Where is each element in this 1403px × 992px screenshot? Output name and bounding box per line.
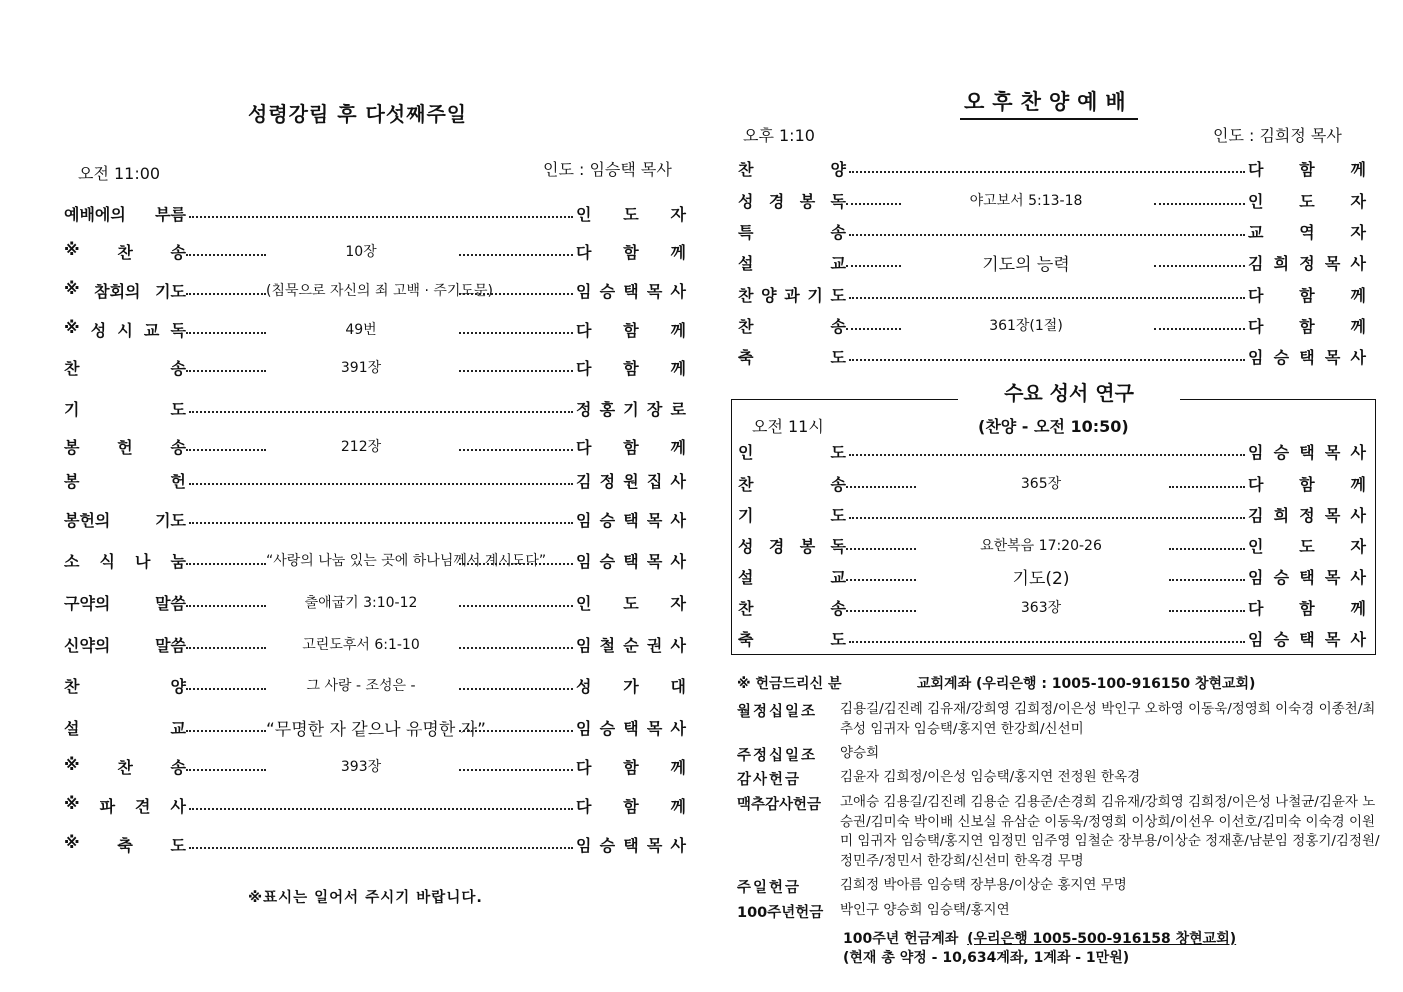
morning-item-label: 봉 헌 송 [64, 437, 186, 457]
afternoon-item-label: 축 도 [738, 347, 846, 367]
afternoon-item-detail: 기도의 능력 [982, 254, 1070, 275]
morning-item-person: 인 도 자 [576, 204, 686, 224]
morning-item [64, 318, 686, 340]
morning-item [64, 674, 686, 696]
morning-item-person: 다 함 께 [576, 358, 686, 378]
afternoon-item-label: 설 교 [738, 253, 846, 273]
morning-item-person: 다 함 께 [576, 757, 686, 777]
morning-item-detail: 고린도후서 6:1-10 [302, 637, 420, 653]
morning-item-detail: “사랑의 나눔 있는 곳에 하나님께서 계시도다” [266, 553, 547, 569]
morning-item-detail: 393장 [340, 759, 382, 775]
afternoon-leader: 인도 : 김희정 목사 [1213, 126, 1342, 145]
afternoon-item-label: 성 경 봉 독 [738, 191, 846, 211]
morning-item-person: 임 승 택 목 사 [576, 835, 686, 855]
morning-item-detail: (침묵으로 자신의 죄 고백 · 주기도문) [266, 283, 493, 299]
wednesday-item [738, 472, 1366, 494]
afternoon-item-person: 다 함 께 [1248, 316, 1366, 336]
afternoon-item-label: 특 송 [738, 222, 846, 242]
wednesday-item-label: 찬 송 [738, 474, 846, 494]
wednesday-subtitle: (찬양 - 오전 10:50) [978, 417, 1129, 436]
afternoon-item [738, 283, 1366, 305]
afternoon-item-person: 교 역 자 [1248, 222, 1366, 242]
offering-category: 100주년헌금 [737, 905, 824, 921]
offering-names: 김윤자 김희정/이은성 임승택/홍지연 전정원 한옥경 [840, 769, 1141, 785]
wednesday-item [738, 565, 1366, 587]
morning-item [64, 716, 686, 738]
morning-item-label: ※ 찬 송 [64, 754, 186, 777]
morning-item-label: 찬 송 [64, 358, 186, 378]
morning-item-detail: 49번 [345, 322, 377, 338]
pledge-info: (현재 총 약정 - 10,634계좌, 1계좌 - 1만원) [843, 950, 1130, 966]
morning-item [64, 633, 686, 655]
morning-item [64, 202, 686, 224]
wednesday-item-detail: 요한복음 17:20-26 [980, 538, 1102, 554]
church-account: 교회계좌 (우리은행 : 1005-100-916150 창현교회) [917, 676, 1256, 692]
morning-item-label: 구약의 말씀 [64, 593, 186, 613]
morning-item-person: 다 함 께 [576, 242, 686, 262]
afternoon-item [738, 157, 1366, 179]
afternoon-item-label: 찬 양 과 기 도 [738, 285, 846, 305]
morning-time: 오전 11:00 [78, 164, 161, 183]
afternoon-item [738, 251, 1366, 273]
wednesday-item-person: 임 승 택 목 사 [1248, 442, 1366, 462]
morning-item-label: 봉 헌 [64, 471, 186, 491]
morning-item-person: 임 승 택 목 사 [576, 718, 686, 738]
morning-item [64, 755, 686, 777]
afternoon-item-detail: 야고보서 5:13-18 [969, 193, 1083, 209]
morning-item-detail: 그 사랑 - 조성은 - [306, 678, 416, 694]
standing-note: ※표시는 일어서 주시기 바랍니다. [248, 890, 483, 906]
wednesday-item [738, 503, 1366, 525]
wednesday-item-label: 인 도 [738, 442, 846, 462]
afternoon-time: 오후 1:10 [743, 126, 815, 145]
morning-item-person: 임 승 택 목 사 [576, 281, 686, 301]
morning-item [64, 240, 686, 262]
morning-item-person: 인 도 자 [576, 593, 686, 613]
afternoon-item [738, 345, 1366, 367]
offering-header: ※ 헌금드리신 분 [737, 676, 842, 692]
morning-item-person: 다 함 께 [576, 320, 686, 340]
wednesday-time: 오전 11시 [752, 417, 824, 436]
afternoon-item [738, 220, 1366, 242]
offering-names: 박인구 양승희 임승택/홍지연 [840, 902, 1010, 918]
wednesday-item-person: 인 도 자 [1248, 536, 1366, 556]
afternoon-item [738, 189, 1366, 211]
offering-names: 양승희 [840, 745, 880, 761]
morning-item-label: ※ 성 시 교 독 [64, 317, 186, 340]
morning-item-label: 설 교 [64, 718, 186, 738]
centennial-account: (우리은행 1005-500-916158 창현교회) [967, 931, 1237, 947]
morning-item-detail: “무명한 자 같으나 유명한 자” [266, 719, 486, 740]
morning-item-person: 다 함 께 [576, 796, 686, 816]
afternoon-item-person: 다 함 께 [1248, 285, 1366, 305]
morning-item [64, 794, 686, 816]
morning-item [64, 356, 686, 378]
wednesday-item [738, 440, 1366, 462]
morning-item-person: 다 함 께 [576, 437, 686, 457]
wednesday-item-person: 다 함 께 [1248, 474, 1366, 494]
afternoon-item-label: 찬 양 [738, 159, 846, 179]
morning-item-label: ※ 참회의 기도 [64, 278, 186, 301]
wednesday-item-label: 기 도 [738, 505, 846, 525]
offering-category: 주일헌금 [737, 880, 802, 896]
morning-item-person: 임 승 택 목 사 [576, 551, 686, 571]
offering-names: 김용길/김진례 김유재/강희영 김희정/이은성 박인구 오하영 이동욱/정영희 이숙경 이종천/최추성 임귀자 임승택/홍지연 한강희/신선미 [840, 701, 1376, 737]
morning-item-label: 기 도 [64, 399, 186, 419]
morning-item [64, 397, 686, 419]
offering-category: 맥추감사헌금 [737, 797, 822, 813]
wednesday-item-label: 축 도 [738, 629, 846, 649]
centennial-account-label: 100주년 헌금계좌 [843, 931, 959, 947]
wednesday-item-label: 성 경 봉 독 [738, 536, 846, 556]
offering-category: 주정십일조 [737, 748, 818, 764]
centennial-account-line [843, 928, 1236, 948]
afternoon-item-person: 김 희 정 목 사 [1248, 253, 1366, 273]
morning-item-label: 신약의 말씀 [64, 635, 186, 655]
morning-item-detail: 391장 [340, 360, 382, 376]
afternoon-item-label: 찬 송 [738, 316, 846, 336]
morning-item-label: 봉헌의 기도 [64, 510, 186, 530]
morning-item-person: 임 승 택 목 사 [576, 510, 686, 530]
wednesday-item-label: 설 교 [738, 567, 846, 587]
afternoon-item-person: 다 함 께 [1248, 159, 1366, 179]
morning-item-label: ※ 축 도 [64, 832, 186, 855]
morning-item-detail: 212장 [340, 439, 382, 455]
afternoon-title: 오후찬양예배 [960, 86, 1138, 120]
morning-leader: 인도 : 임승택 목사 [543, 160, 672, 179]
afternoon-item-detail: 361장(1절) [989, 318, 1063, 334]
morning-title: 성령강림 후 다섯째주일 [248, 102, 468, 126]
morning-item-label: 찬 양 [64, 676, 186, 696]
morning-item-detail: 10장 [345, 244, 377, 260]
morning-item [64, 591, 686, 613]
wednesday-item-detail: 기도(2) [1012, 568, 1070, 589]
afternoon-item-person: 인 도 자 [1248, 191, 1366, 211]
wednesday-item [738, 534, 1366, 556]
morning-item [64, 435, 686, 457]
offering-category: 월정십일조 [737, 704, 818, 720]
morning-item [64, 833, 686, 855]
morning-item-person: 임 철 순 권 사 [576, 635, 686, 655]
morning-item [64, 508, 686, 530]
afternoon-item-person: 임 승 택 목 사 [1248, 347, 1366, 367]
morning-item-label: ※ 찬 송 [64, 239, 186, 262]
morning-item-person: 정 홍 기 장 로 [576, 399, 686, 419]
wednesday-item [738, 627, 1366, 649]
morning-item-person: 성 가 대 [576, 676, 686, 696]
wednesday-item [738, 596, 1366, 618]
wednesday-item-person: 다 함 께 [1248, 598, 1366, 618]
wednesday-item-detail: 363장 [1020, 600, 1062, 616]
wednesday-item-detail: 365장 [1020, 476, 1062, 492]
wednesday-item-person: 임 승 택 목 사 [1248, 567, 1366, 587]
wednesday-item-person: 임 승 택 목 사 [1248, 629, 1366, 649]
offering-names: 고애승 김용길/김진례 김용순 김용준/손경희 김유재/강희영 김희정/이은성 나철균/김윤자 노승권/김미숙 박이배 신보실 유삼순 이동욱/정영희 이상희/이선우 이선호/김미숙 이숙경 이원미 임귀자 임승택/홍지연 임정민 임주영 임철순 장부용/이상순 정재훈/남분임 정홍기/김정원/정민주/정민서 한강희/신선미 한옥경 무명 [840, 794, 1380, 869]
wednesday-item-person: 김 희 정 목 사 [1248, 505, 1366, 525]
morning-item [64, 469, 686, 491]
morning-item [64, 279, 686, 301]
offering-category: 감사헌금 [737, 772, 802, 788]
offering-names: 김희정 박아름 임승택 장부용/이상순 홍지연 무명 [840, 877, 1127, 893]
morning-item [64, 549, 686, 571]
morning-item-person: 김 정 원 집 사 [576, 471, 686, 491]
wednesday-item-label: 찬 송 [738, 598, 846, 618]
afternoon-item [738, 314, 1366, 336]
morning-item-detail: 출애굽기 3:10-12 [304, 595, 418, 611]
morning-item-label: 소 식 나 눔 [64, 551, 186, 571]
morning-item-label: 예배에의 부름 [64, 204, 186, 224]
morning-item-label: ※ 파 견 사 [64, 793, 186, 816]
wednesday-title: 수요 성서 연구 [958, 377, 1180, 406]
